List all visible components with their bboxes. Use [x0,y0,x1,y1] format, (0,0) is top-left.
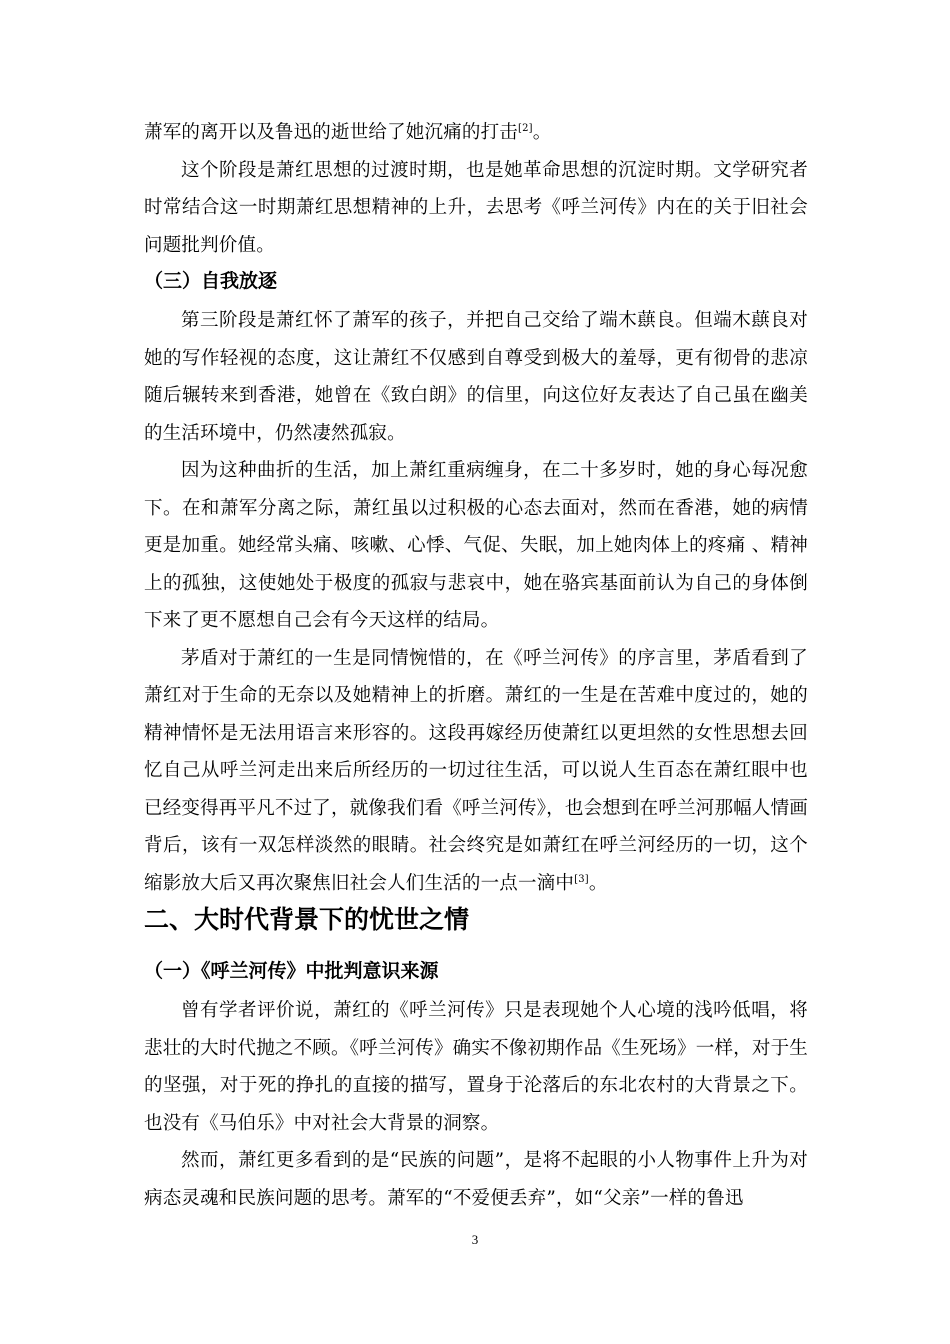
section-heading: （三）自我放逐 [144,270,278,292]
paragraph-block-3 [144,992,808,1217]
paragraph-text: 茅盾对于萧红的一生是同情惋惜的，在《呼兰河传》的序言里，茅盾看到了萧红对于生命的无奈以及她精神上的折磨。萧红的一生是在苦难中度过的，她的精神情怀是无法用语言来形容的。这段再嫁经历使萧红以更坦然的女性思想去回忆自己从呼兰河走出来后所经历的一切过往生活，可以说人生百态在萧红眼中也已经变得再平凡不过了，就像我们看《呼兰河传》，也会想到在呼兰河那幅人情画背后，该有一双怎样淡然的眼睛。社会终究是如萧红在呼兰河经历的一切，这个缩影放大后又再次聚焦旧社会人们生活的一点一滴中 [144,647,808,894]
punctuation: 。 [532,122,552,143]
chapter-heading: 二、大时代背景下的忧世之情 [144,905,470,934]
section-heading: （一）《呼兰河传》中批判意识来源 [144,960,439,982]
paragraph: 曾有学者评价说，萧红的《呼兰河传》只是表现她个人心境的浅吟低唱，将悲壮的大时代抛之不顾。《呼兰河传》确实不像初期作品《生死场》一样，对于生的坚强，对于死的挣扎的直接的描写，置身于沦落后的东北农村的大背景之下。也没有《马伯乐》中对社会大背景的洞察。 [144,1000,808,1134]
paragraph: 这个阶段是萧红思想的过渡时期，也是她革命思想的沉淀时期。文学研究者时常结合这一时期萧红思想精神的上升，去思考《呼兰河传》内在的关于旧社会问题批判价值。 [144,159,808,256]
citation-ref: [2] [518,123,533,134]
paragraph: 然而，萧红更多看到的是“民族的问题”，是将不起眼的小人物事件上升为对病态灵魂和民族问题的思考。萧军的“不爱便丢弃”，如“父亲”一样的鲁迅 [144,1150,808,1209]
paragraph-text: 萧军的离开以及鲁迅的逝世给了她沉痛的打击 [144,122,519,143]
paragraph: 第三阶段是萧红怀了萧军的孩子，并把自己交给了端木蕻良。但端木蕻良对她的写作轻视的态度，这让萧红不仅感到自尊受到极大的羞辱，更有彻骨的悲凉随后辗转来到香港，她曾在《致白朗》的信里，向这位好友表达了自己虽在幽美的生活环境中，仍然凄然孤寂。 [144,310,808,444]
citation-ref: [3] [574,873,589,885]
paragraph-block-1 [144,114,808,264]
punctuation: 。 [588,872,608,894]
paragraph [144,114,808,152]
page-number: 3 [471,1232,479,1247]
paragraph-block-2 [144,302,808,902]
paragraph: 因为这种曲折的生活，加上萧红重病缠身，在二十多岁时，她的身心每况愈下。在和萧军分离之际，萧红虽以过积极的心态去面对，然而在香港，她的病情更是加重。她经常头痛、咳嗽、心悸、气促、失眠，加上她肉体上的疼痛 、精神上的孤独，这使她处于极度的孤寂与悲哀中，她在骆宾基面前认为自己的身体倒下来了更不愿想自己会有今天这样的结局。 [144,460,808,631]
paragraph [144,640,808,903]
